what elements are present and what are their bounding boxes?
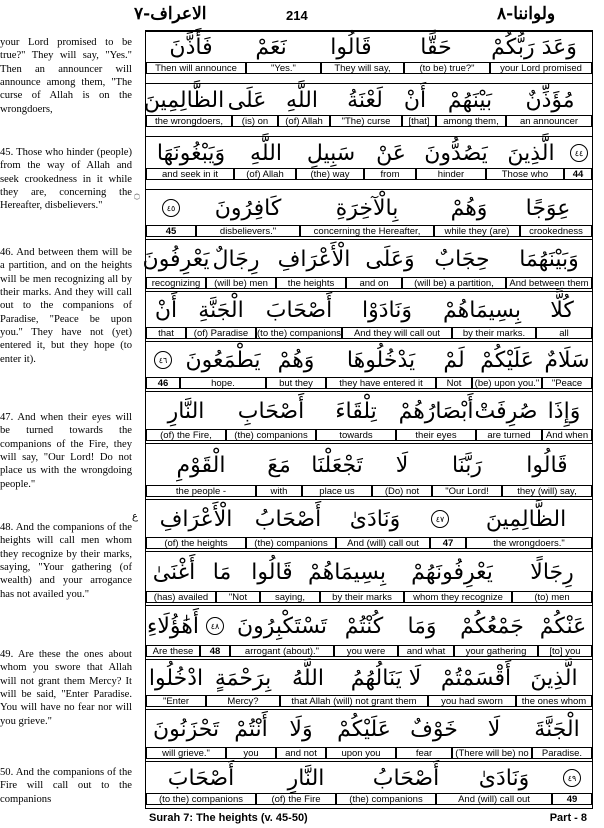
arabic-word: تَحْزَنُونَ xyxy=(152,716,220,742)
english-line xyxy=(146,747,592,759)
english-line xyxy=(146,537,592,549)
arabic-word: الْجَنَّةِ xyxy=(198,297,244,323)
english-word: the heights xyxy=(276,277,346,289)
english-line xyxy=(146,115,592,127)
arabic-word: النَّارِ xyxy=(287,765,325,791)
english-word: they (will) say, xyxy=(502,485,592,497)
english-word: their eyes xyxy=(396,429,476,441)
english-word: will grieve." xyxy=(146,747,226,759)
english-word: (be) upon you." xyxy=(472,377,542,389)
commentary-verse-44: your Lord promised to be true?" They will say, "Yes." Then an announcer will announce among them, "The curse of Allah is on the wrongdoers, xyxy=(0,37,132,115)
sajda-mark: ۝ xyxy=(134,190,140,201)
english-word: "Not xyxy=(216,591,260,603)
arabic-word: لَعْنَةُ xyxy=(347,87,383,113)
english-word: all xyxy=(536,327,592,339)
arabic-word: نَعَمْ xyxy=(255,34,287,60)
english-word: the wrongdoers, xyxy=(146,115,232,127)
arabic-word: عَلَى xyxy=(227,87,267,113)
english-line xyxy=(146,793,592,805)
english-line xyxy=(146,62,592,74)
english-word: "Yes." xyxy=(246,62,321,74)
arabic-word: ادْخُلُوا xyxy=(148,665,204,691)
english-line xyxy=(146,429,592,441)
arabic-line xyxy=(146,501,592,537)
english-word: your gathering xyxy=(454,645,538,657)
page-header xyxy=(0,0,604,30)
english-word: and on xyxy=(346,277,402,289)
arabic-word: أَصْحَابَ xyxy=(167,765,235,791)
arabic-word: مَعَ xyxy=(267,452,291,478)
arabic-word: أَنْتُمْ xyxy=(234,716,268,742)
ayah-number-46: ٤٦ xyxy=(154,351,172,369)
english-word: disbelievers." xyxy=(196,225,300,237)
english-word: And they will call out xyxy=(342,327,452,339)
english-verse-number: 45 xyxy=(146,225,196,237)
arabic-word: خَوْفٌ xyxy=(410,716,458,742)
english-word: "The) curse xyxy=(330,115,402,127)
english-word: (of) the Fire, xyxy=(146,429,226,441)
arabic-word: مَا xyxy=(212,559,232,585)
arabic-word: أَصْحَابَ xyxy=(265,297,333,323)
arabic-word: لَا xyxy=(395,452,409,478)
english-word: (to) men xyxy=(512,591,592,603)
arabic-word: رِجَالٌ xyxy=(212,246,260,272)
english-word: (will be) a partition, xyxy=(402,277,506,289)
arabic-word: عِوَجًا xyxy=(525,195,571,221)
english-word: while they (are) xyxy=(434,225,520,237)
arabic-word: الْأَعْرَافِ xyxy=(277,246,351,272)
english-line xyxy=(146,485,592,497)
footer-surah-title: Surah 7: The heights (v. 45-50) xyxy=(149,812,308,824)
commentary-verse-46: 46. And between them will be a partition, and on the heights will be men recognizing all by their marks. And they will call out to the companions of Paradise, "Peace be upon you." They have not (yet) entered it, but they hope (to enter it). xyxy=(0,247,132,365)
english-word: crookedness xyxy=(520,225,592,237)
arabic-word: اللَّهِ xyxy=(286,87,318,113)
english-word: (has) availed xyxy=(146,591,216,603)
english-word: place us xyxy=(302,485,372,497)
english-word: And when xyxy=(542,429,592,441)
ayah-marker xyxy=(566,138,592,168)
english-word: (of) the heights xyxy=(146,537,246,549)
english-word: hope. xyxy=(180,377,266,389)
page-number: 214 xyxy=(286,8,308,23)
english-word: (of) Paradise xyxy=(186,327,256,339)
arabic-word: وَمَا xyxy=(407,613,437,639)
arabic-word: أَصْحَابُ xyxy=(372,765,440,791)
english-verse-number: 44 xyxy=(564,168,592,180)
english-word: Mercy? xyxy=(206,695,280,707)
english-word: They will say, xyxy=(321,62,404,74)
english-word: you had sworn xyxy=(428,695,516,707)
english-word: "Our Lord! xyxy=(432,485,502,497)
arabic-line xyxy=(146,607,592,645)
english-word: (to the) companions xyxy=(257,328,341,339)
arabic-word: الَّذِينَ xyxy=(507,140,555,166)
arabic-word: لَا xyxy=(487,716,501,742)
arabic-word: وَلَا xyxy=(289,716,313,742)
arabic-word: أَصْحَابِ xyxy=(237,398,305,424)
arabic-word: وَهُمْ xyxy=(277,347,315,373)
arabic-word: اللَّهُ xyxy=(292,665,324,691)
arabic-word: أَغْنَىٰ xyxy=(152,559,196,585)
arabic-line xyxy=(146,191,592,225)
english-word: recognizing xyxy=(146,277,206,289)
interlinear-grid xyxy=(142,30,593,809)
english-word: "Peace xyxy=(542,377,592,389)
ayah-number-45: ٤٥ xyxy=(162,199,180,217)
ayah-number-48: ٤٨ xyxy=(206,617,224,635)
english-word: And (will) call out xyxy=(336,537,430,549)
english-word: arrogant (about)." xyxy=(230,645,334,657)
arabic-word: الْأَعْرَافِ xyxy=(159,506,233,532)
english-word: are turned xyxy=(476,429,542,441)
ayah-marker xyxy=(200,607,230,645)
arabic-word: عَنْ xyxy=(376,140,406,166)
arabic-word: وَنَادَىٰ xyxy=(478,765,530,791)
arabic-word: أَنْ xyxy=(403,87,427,113)
english-word: (will be) men xyxy=(206,277,276,289)
ayah-number-47: ٤٧ xyxy=(431,510,449,528)
arabic-word: أَبْصَارُهُمْ xyxy=(398,398,474,424)
arabic-word: وَعَدَ رَبُّكُمْ xyxy=(491,34,577,60)
english-word: And between them xyxy=(506,277,592,289)
english-word: and not xyxy=(276,747,326,759)
arabic-line xyxy=(146,393,592,429)
english-word: by their marks xyxy=(320,591,404,603)
arabic-line xyxy=(146,763,592,793)
arabic-word: كُلًّا xyxy=(550,297,574,323)
arabic-line xyxy=(146,711,592,747)
surah-title: الاعراف-٧ xyxy=(134,4,207,24)
arabic-word: سَلَامٌ xyxy=(544,347,590,373)
commentary-verse-48: 48. And the companions of the heights will call men whom they recognize by their marks, saying, "Your gathering (of wealth) and your arrogance has not availed you." xyxy=(0,522,132,600)
juz-title: ولواننا-٨ xyxy=(497,4,556,24)
arabic-line xyxy=(146,343,592,377)
english-word: you were xyxy=(334,645,398,657)
arabic-word: رَبَّنَا xyxy=(451,452,483,478)
arabic-line xyxy=(146,293,592,327)
english-word: (of) the Fire xyxy=(256,793,336,805)
english-word: and seek in it xyxy=(146,168,234,180)
arabic-word: بِسِيمَاهُمْ xyxy=(307,559,387,585)
english-line xyxy=(146,591,592,603)
english-verse-number: 47 xyxy=(430,537,466,549)
arabic-word: عَلَيْكُمْ xyxy=(480,347,534,373)
english-word: Then will announce xyxy=(146,62,246,74)
english-word: hinder xyxy=(416,168,486,180)
english-word: Not xyxy=(436,377,472,389)
english-word: but they xyxy=(266,377,326,389)
english-word: And (will) call out xyxy=(436,793,552,805)
rukuh-mark: ع xyxy=(132,511,138,522)
commentary-verse-45: 45. Those who hinder (people) from the way of Allah and seek crookedness in it while they are, concerning the Hereafter, disbelievers." xyxy=(0,147,132,212)
english-word: (the) companions xyxy=(336,793,436,805)
english-word: the ones whom xyxy=(516,695,592,707)
ayah-number-49: ٤٩ xyxy=(563,769,581,787)
english-word: that Allah (will) not grant them xyxy=(280,695,428,707)
arabic-word: وَعَلَى xyxy=(365,246,415,272)
english-word: you xyxy=(226,747,276,759)
ayah-marker xyxy=(420,501,460,537)
arabic-word: الَّذِينَ xyxy=(530,665,578,691)
english-word: from xyxy=(364,168,416,180)
english-line xyxy=(146,327,592,339)
english-word: the people - xyxy=(146,485,256,497)
english-word: (to the) companions xyxy=(146,793,256,805)
english-word: upon you xyxy=(326,747,396,759)
arabic-line xyxy=(142,241,592,277)
arabic-word: بِرَحْمَةٍ xyxy=(214,665,272,691)
english-word: fear xyxy=(396,747,452,759)
english-word: towards xyxy=(316,429,396,441)
commentary-verse-50: 50. And the companions of the Fire will call out to the companions xyxy=(0,767,132,805)
english-word: by their marks. xyxy=(452,327,536,339)
arabic-line xyxy=(146,661,592,695)
arabic-word: وَهُمْ xyxy=(450,195,488,221)
english-word: (is) on xyxy=(232,115,278,127)
english-verse-number: 49 xyxy=(552,793,592,805)
ayah-marker xyxy=(552,763,592,793)
english-verse-number: 48 xyxy=(200,645,230,657)
arabic-word: الْقَوْمِ xyxy=(176,452,226,478)
english-word: "Enter xyxy=(146,695,206,707)
arabic-word: عَنْكُمْ xyxy=(539,613,587,639)
arabic-word: جَمْعُكُمْ xyxy=(460,613,524,639)
arabic-word: قَالُوا xyxy=(526,452,568,478)
english-line xyxy=(146,168,592,180)
arabic-word: حَقًّا xyxy=(420,34,452,60)
commentary-verse-47: 47. And when their eyes will be turned towards the companions of the Fire, they will say, "Our Lord! Do not place us with the wrongdoing people." xyxy=(0,412,132,490)
english-word: Are these xyxy=(146,645,200,657)
arabic-word: لَمْ xyxy=(443,347,465,373)
arabic-word: فَأَذَّنَ xyxy=(169,34,213,60)
arabic-word: لَا يَنَالُهُمُ xyxy=(350,665,422,691)
english-word: concerning the Hereafter, xyxy=(300,225,434,237)
english-word: Paradise. xyxy=(532,747,592,759)
arabic-word: وَإِذَا xyxy=(547,398,581,424)
arabic-word: وَنَادَىٰ xyxy=(349,506,401,532)
arabic-line xyxy=(146,553,592,591)
english-word: (There will be) no xyxy=(452,747,532,759)
arabic-word: قَالُوا xyxy=(330,34,372,60)
arabic-word: يَدْخُلُوهَا xyxy=(346,347,416,373)
english-word: the wrongdoers." xyxy=(466,537,592,549)
arabic-line xyxy=(146,445,592,485)
arabic-word: بَيْنَهُمْ xyxy=(447,87,493,113)
arabic-word: يَصُدُّونَ xyxy=(424,140,488,166)
arabic-word: أَقْسَمْتُمْ xyxy=(440,665,512,691)
english-word: (to be) true?" xyxy=(404,62,490,74)
ayah-marker xyxy=(146,343,180,377)
arabic-word: صُرِفَتْ xyxy=(474,398,538,424)
arabic-word: وَنَادَوْا xyxy=(362,297,412,323)
arabic-word: بِسِيمَاهُمْ xyxy=(442,297,522,323)
commentary-verse-49: 49. Are these the ones about whom you swore that Allah will not grant them Mercy? It will be said, "Enter Paradise. You will have no fear nor will you grieve." xyxy=(0,649,132,727)
english-word: [to] you xyxy=(538,645,592,657)
english-word: and what xyxy=(398,645,454,657)
english-word: Those who xyxy=(486,168,564,180)
arabic-line xyxy=(143,85,592,115)
page-footer xyxy=(145,812,591,828)
arabic-word: سَبِيلِ xyxy=(306,140,356,166)
english-line xyxy=(146,225,592,237)
arabic-word: أَصْحَابُ xyxy=(254,506,322,532)
english-word: your Lord promised xyxy=(490,62,592,74)
arabic-word: مُؤَذِّنٌ xyxy=(525,87,575,113)
arabic-word: قَالُوا xyxy=(251,559,293,585)
arabic-line xyxy=(146,32,592,62)
arabic-word: تِلْقَاءَ xyxy=(335,398,377,424)
english-word: they have entered it xyxy=(326,377,436,389)
arabic-word: بِالْآخِرَةِ xyxy=(335,195,399,221)
english-word: (Do) not xyxy=(372,485,432,497)
arabic-word: كَافِرُونَ xyxy=(214,195,282,221)
english-word: [that] xyxy=(402,115,436,127)
arabic-word: وَيَبْغُونَهَا xyxy=(156,140,226,166)
english-word: with xyxy=(256,485,302,497)
arabic-word: تَجْعَلْنَا xyxy=(311,452,363,478)
arabic-word: يَطْمَعُونَ xyxy=(185,347,261,373)
arabic-word: النَّارِ xyxy=(167,398,205,424)
english-line xyxy=(146,377,592,389)
english-word: (the) companions xyxy=(226,429,316,441)
footer-part: Part - 8 xyxy=(549,812,587,824)
arabic-word: الظَّالِمِينَ xyxy=(143,87,225,113)
arabic-word: وَبَيْنَهُمَا xyxy=(519,246,579,272)
english-word: among them, xyxy=(436,115,506,127)
english-word: whom they recognize xyxy=(404,591,512,603)
english-word: that xyxy=(146,327,186,339)
arabic-word: رِجَالًا xyxy=(530,559,574,585)
english-word: (the) way xyxy=(296,168,364,180)
arabic-word: أَهَٰؤُلَاءِ xyxy=(147,613,199,639)
arabic-word: كُنْتُمْ xyxy=(344,613,384,639)
english-verse-number: 46 xyxy=(146,377,180,389)
arabic-word: تَسْتَكْبِرُونَ xyxy=(236,613,328,639)
arabic-word: اللَّهِ xyxy=(250,140,282,166)
english-word: (of) Allah xyxy=(278,115,330,127)
arabic-word: الظَّالِمِينَ xyxy=(485,506,567,532)
english-line xyxy=(146,645,592,657)
arabic-line xyxy=(146,138,592,168)
english-line xyxy=(146,695,592,707)
ayah-marker xyxy=(146,191,196,225)
english-line xyxy=(146,277,592,289)
english-word: an announcer xyxy=(506,115,592,127)
arabic-word: الْجَنَّةَ xyxy=(534,716,580,742)
arabic-word: يَعْرِفُونَهُمْ xyxy=(411,559,493,585)
english-word: saying, xyxy=(260,591,320,603)
ayah-number-44: ٤٤ xyxy=(570,144,588,162)
arabic-word: حِجَابٌ xyxy=(434,246,490,272)
arabic-word: عَلَيْكُمْ xyxy=(337,716,391,742)
english-word: (of) Allah xyxy=(234,168,296,180)
arabic-word: يَعْرِفُونَ xyxy=(142,246,210,272)
english-word: (the) companions xyxy=(246,537,336,549)
arabic-word: أَنْ xyxy=(154,297,178,323)
